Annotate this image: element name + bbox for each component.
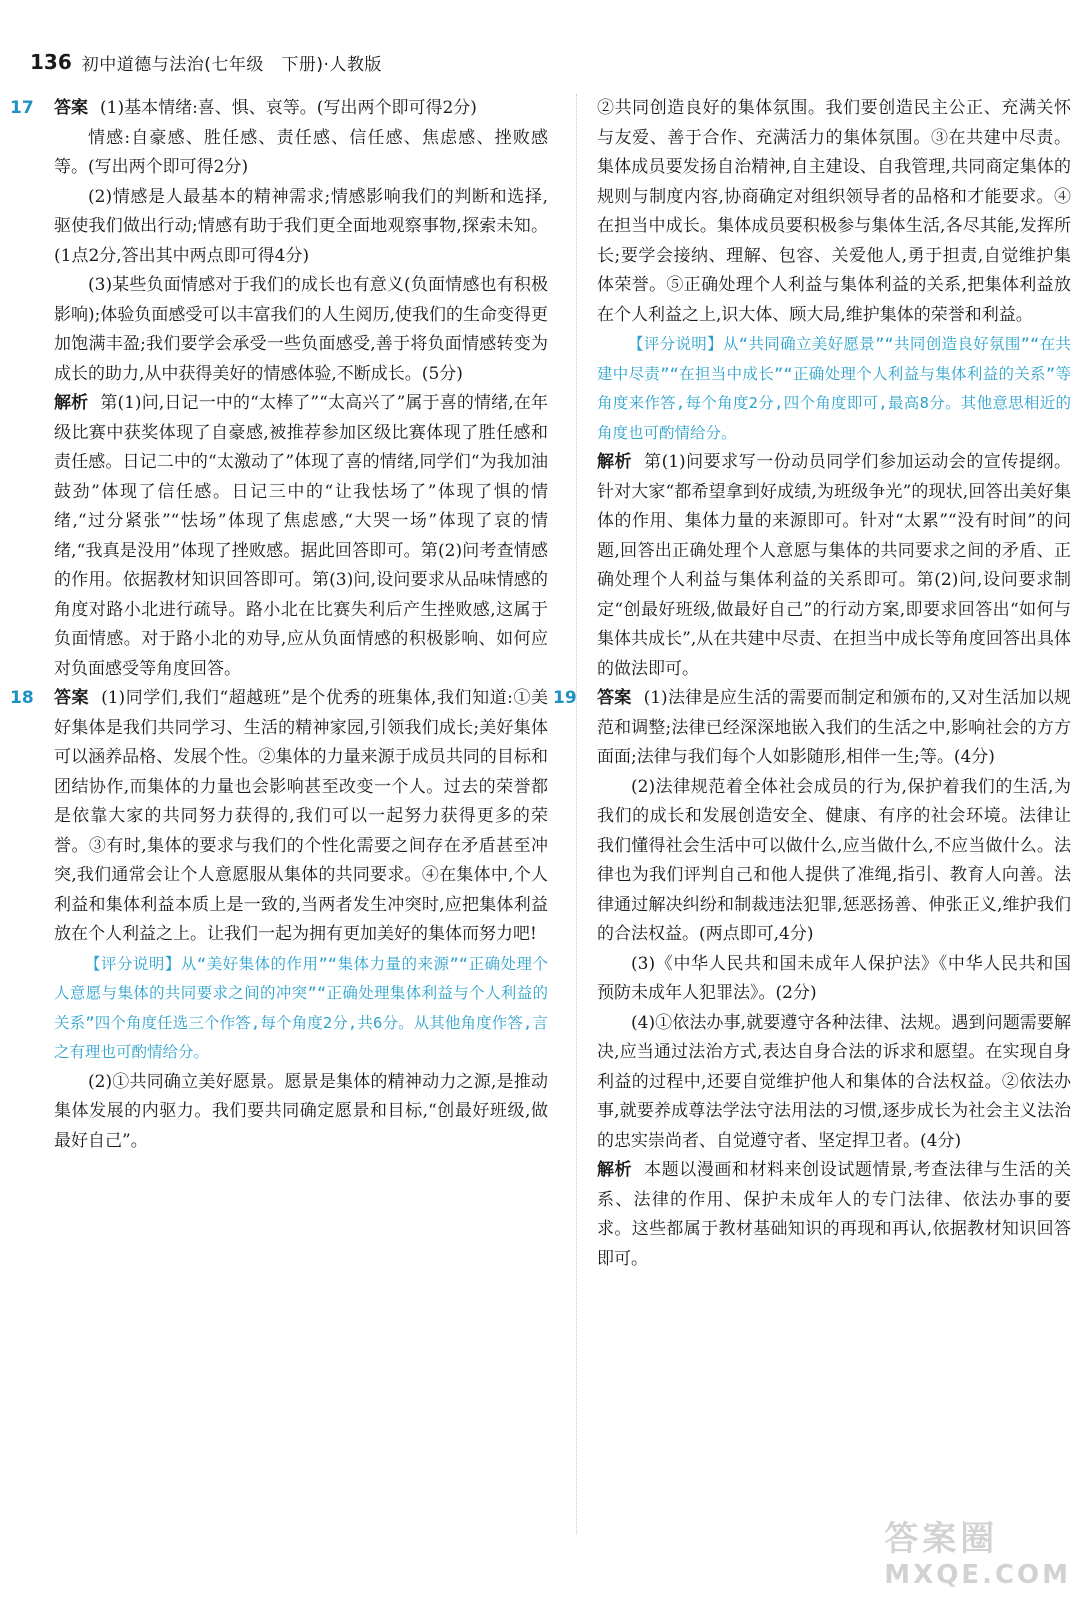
answer-paragraph: ②共同创造良好的集体氛围。我们要创造民主公正、充满关怀与友爱、善于合作、充满活力的集体氛围。③在共建中尽责。集体成员要发扬自治精神,自主建设、自我管理,共同商定集体的规则与制度内容,协商确定对组织领导者的品格和才能要求。④在担当中成长。集体成员要积极参与集体生活,各尽其能,发挥所长;要学会接纳、理解、包容、关爱他人,勇于担责,自觉维护集体荣誉。⑤正确处理个人利益与集体利益的关系,把集体利益放在个人利益之上,识大体、顾大局,维护集体的荣誉和利益。 <box>597 98 1071 325</box>
scoring-note: 【评分说明】从“美好集体的作用”“集体力量的来源”“正确处理个人意愿与集体的共同要求之间的冲突”“正确处理集体利益与个人利益的关系”四个角度任选三个作答,每个角度2分,共6分。从其他角度作答,言之有理也可酌情给分。 <box>54 954 548 1061</box>
question-number: 19 <box>553 688 577 708</box>
analysis-paragraph: 解析 本题以漫画和材料来创设试题情景,考查法律与生活的关系、法律的作用、保护未成年人的专门法律、依法办事的要求。这些都属于教材基础知识的再现和再认,依据教材知识回答即可。 <box>597 1160 1071 1269</box>
answer-paragraph: (3)某些负面情感对于我们的成长也有意义(负面情感也有积极影响);体验负面感受可以丰富我们的人生阅历,使我们的生命变得更加饱满丰盈;我们要学会承受一些负面感受,善于将负面情感转变为成长的助力,从中获得美好的情感体验,不断成长。(5分) <box>54 275 548 384</box>
question-17 <box>10 94 549 684</box>
page-number: 136 <box>30 50 72 74</box>
right-column <box>553 94 1072 1274</box>
analysis-paragraph: 解析 第(1)问要求写一份动员同学们参加运动会的宣传提纲。针对大家“都希望拿到好成绩,为班级争光”的现状,回答出美好集体的作用、集体力量的来源即可。针对“太累”“没有时间”的问题,回答出正确处理个人意愿与集体的共同要求之间的矛盾、正确处理个人利益与集体利益的关系即可。第(2)问,设问要求制定“创最好班级,做最好自己”的行动方案,即要求回答出“如何与集体共成长”,从在共建中尽责、在担当中成长等角度回答出具体的做法即可。 <box>597 452 1072 679</box>
answer-paragraph: (2)法律规范着全体社会成员的行为,保护着我们的生活,为我们的成长和发展创造安全、健康、有序的社会环境。法律让我们懂得社会生活中可以做什么,应当做什么,不应当做什么。法律也为我们评判自己和他人提供了准绳,指引、教育人向善。法律通过解决纠纷和制裁违法犯罪,惩恶扬善、伸张正义,维护我们的合法权益。(两点即可,4分) <box>597 776 1071 944</box>
answer-paragraph: 答案 (1)法律是应生活的需要而制定和颁布的,又对生活加以规范和调整;法律已经深深地嵌入我们的生活之中,影响社会的方方面面;法律与我们每个人如影随形,相伴一生;等。(4分) <box>597 688 1071 767</box>
answer-paragraph: 答案 (1)同学们,我们“超越班”是个优秀的班集体,我们知道:①美好集体是我们共同学习、生活的精神家园,引领我们成长;美好集体可以涵养品格、发展个性。②集体的力量来源于成员共同的目标和团结协作,而集体的力量也会影响甚至改变一个人。过去的荣誉都是依靠大家的共同努力获得的,我们可以一起努力获得更多的荣誉。③有时,集体的要求与我们的个性化需要之间存在矛盾甚至冲突,我们通常会让个人意愿服从集体的共同要求。④在集体中,个人利益和集体利益本质上是一致的,当两者发生冲突时,应把集体利益放在个人利益之上。让我们一起为拥有更加美好的集体而努力吧! <box>54 688 549 944</box>
question-19 <box>553 684 1071 1274</box>
analysis-paragraph: 解析 第(1)问,日记一中的“太棒了”“太高兴了”属于喜的情绪,在年级比赛中获奖体现了自豪感,被推荐参加区级比赛体现了胜任感和责任感。日记二中的“太激动了”体现了喜的情绪,同学们“为我加油鼓劲”体现了信任感。日记三中的“让我怯场了”体现了惧的情绪,“过分紧张”“怯场”体现了焦虑感,“大哭一场”体现了哀的情绪,“我真是没用”体现了挫败感。据此回答即可。第(2)问考查情感的作用。依据教材知识回答即可。第(3)问,设问要求从品味情感的角度对路小北进行疏导。路小北在比赛失利后产生挫败感,这属于负面情感。对于路小北的劝导,应从负面情感的积极影响、如何应对负面感受等角度回答。 <box>54 393 549 679</box>
left-column <box>10 94 549 1156</box>
question-number: 18 <box>10 688 34 708</box>
answer-paragraph: (3)《中华人民共和国未成年人保护法》《中华人民共和国预防未成年人犯罪法》。(2分) <box>597 953 1071 1003</box>
scoring-note: 【评分说明】从“共同确立美好愿景”“共同创造良好氛围”“在共建中尽责”“在担当中成长”“正确处理个人利益与集体利益的关系”等角度来作答,每个角度2分,四个角度即可,最高8分。其他意思相近的角度也可酌情给分。 <box>597 335 1071 442</box>
answer-paragraph: 答案 (1)基本情绪:喜、惧、哀等。(写出两个即可得2分) <box>54 98 477 118</box>
answer-paragraph: (2)①共同确立美好愿景。愿景是集体的精神动力之源,是推动集体发展的内驱力。我们要共同确定愿景和目标,“创最好班级,做最好自己”。 <box>54 1071 548 1151</box>
answer-paragraph: (2)情感是人最基本的精神需求;情感影响我们的判断和选择,驱使我们做出行动;情感有助于我们更全面地观察事物,探索未知。(1点2分,答出其中两点即可得4分) <box>54 186 548 266</box>
question-18 <box>10 684 549 1156</box>
page-header <box>30 44 382 80</box>
answer-paragraph: 情感:自豪感、胜任感、责任感、信任感、焦虑感、挫败感等。(写出两个即可得2分) <box>54 127 548 177</box>
answer-tag: 答案 <box>54 98 88 118</box>
watermark-logo-text: 答案圈 <box>884 1519 999 1559</box>
answer-tag: 答案 <box>54 688 90 708</box>
analysis-tag: 解析 <box>54 393 89 413</box>
question-number: 17 <box>10 98 34 118</box>
answer-paragraph: (4)①依法办事,就要遵守各种法律、法规。遇到问题需要解决,应当通过法治方式,表达自身合法的诉求和愿望。在实现自身利益的过程中,还要自觉维护他人和集体的合法权益。②依法办事,就要养成尊法学法守法用法的习惯,逐步成长为社会主义法治的忠实崇尚者、自觉遵守者、坚定捍卫者。(4分) <box>597 1012 1071 1151</box>
analysis-tag: 解析 <box>597 1160 633 1180</box>
column-divider <box>576 94 577 1534</box>
analysis-tag: 解析 <box>597 452 633 472</box>
answer-tag: 答案 <box>597 688 632 708</box>
watermark-site: MXQE.COM <box>884 1560 1071 1590</box>
book-title: 初中道德与法治(七年级 下册)·人教版 <box>81 54 382 75</box>
watermark-logo <box>884 1511 1071 1590</box>
